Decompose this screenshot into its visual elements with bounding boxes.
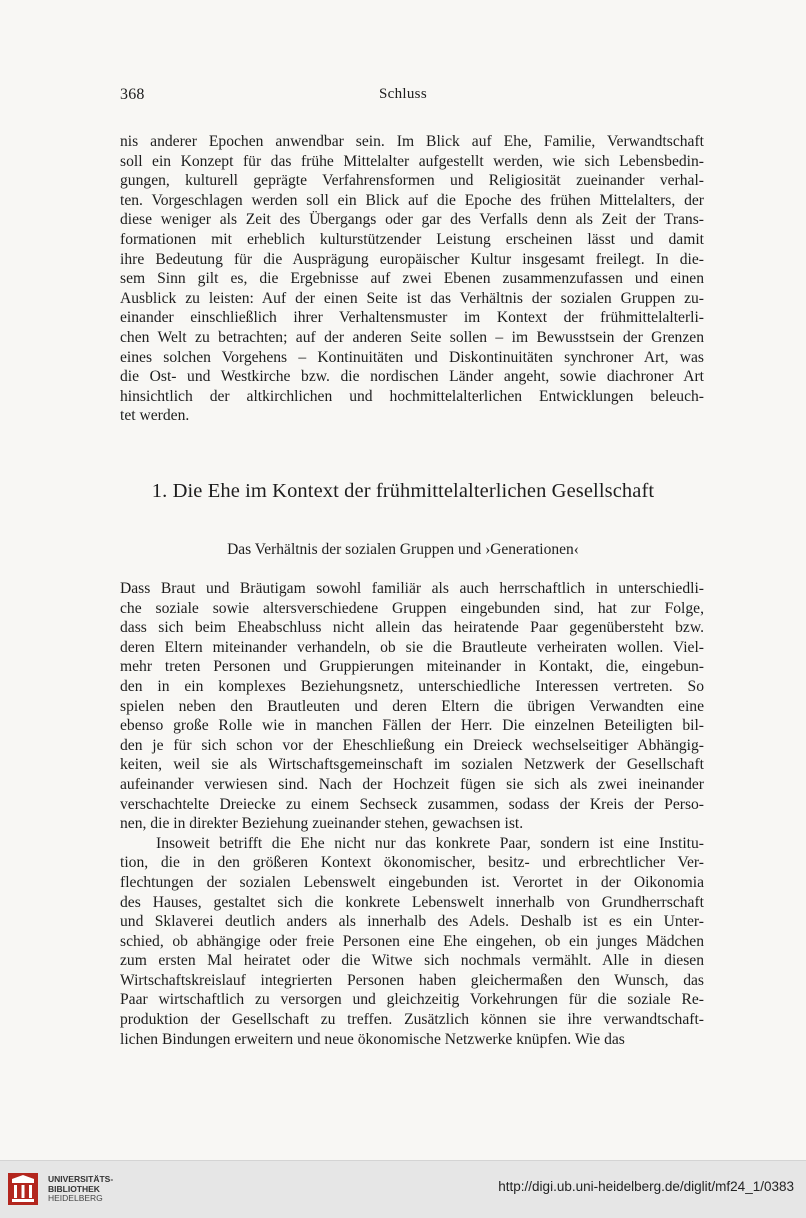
text-line: deren Eltern miteinander verhandeln, ob sie die Brautleute verheiraten wollen. Viel- xyxy=(120,638,704,656)
text-line: dass sich beim Eheabschluss nicht allein das heiratende Paar gegenübersteht bzw. xyxy=(120,619,704,637)
text-line: ebenso große Rolle wie in manchen Fällen der Herr. Die einzelnen Beteiligten bil- xyxy=(120,717,704,735)
text-line: hinsichtlich der altkirchlichen und hochmittelalterlichen Entwicklungen beleuch- xyxy=(120,387,704,405)
text-line: sem Sinn gilt es, die Ergebnisse auf zwei Ebenen zusammenzufassen und einen xyxy=(120,270,704,288)
text-line: formationen mit erheblich kulturstützender Leistung erscheinen lässt und damit xyxy=(120,230,704,248)
text-line: tion, die in den größeren Kontext ökonomischer, besitz- und erbrechtlicher Ver- xyxy=(120,854,704,872)
logo-line-2: BIBLIOTHEK xyxy=(48,1183,100,1194)
text-line: verschachtelte Dreiecke zu einem Sechseck zusammen, sodass der Kreis der Perso- xyxy=(120,795,704,813)
text-line: soll ein Konzept für das frühe Mittelalter aufgestellt werden, wie sich Lebensbedin- xyxy=(120,152,704,170)
text-line: den in ein komplexes Beziehungsnetz, unterschiedliche Interessen vertreten. So xyxy=(120,677,704,695)
text-line: mehr treten Personen und Gruppierungen miteinander in Kontakt, die, eingebun- xyxy=(120,658,704,676)
text-line: aufeinander verwiesen sind. Nach der Hochzeit fügen sie sich als zwei ineinander xyxy=(120,775,704,793)
text-line: lichen Bindungen erweitern und neue ökonomische Netzwerke knüpfen. Wie das xyxy=(120,1030,625,1048)
logo-line-1: UNIVERSITÄTS- xyxy=(48,1174,114,1184)
paragraph-2 xyxy=(120,834,704,1050)
subheading: Das Verhältnis der sozialen Gruppen und ›Generationen‹ xyxy=(227,541,579,558)
text-line: einander einschließlich ihrer Verhaltensmuster im Kontext der frühmittelalterli- xyxy=(120,309,704,327)
text-line: flechtungen der sozialen Lebenswelt eingebunden ist. Verortet in der Oikonomia xyxy=(120,873,704,891)
text-line: Paar wirtschaftlich zu versorgen und gleichzeitig Vorkehrungen für die soziale Re- xyxy=(120,991,704,1009)
text-line: den je für sich schon vor der Eheschließung ein Dreieck wechselseitiger Abhängig- xyxy=(120,736,704,754)
text-line: Insoweit betrifft die Ehe nicht nur das konkrete Paar, sondern ist eine Institu- xyxy=(156,834,704,852)
text-line: Wirtschaftskreislauf integrierten Personen haben gleichermaßen den Wunsch, das xyxy=(120,971,704,989)
library-logo-icon xyxy=(6,1169,42,1209)
text-line: die Ost- und Westkirche bzw. die nordischen Länder angeht, sowie diachroner Art xyxy=(120,368,704,386)
text-line: produktion der Gesellschaft zu treffen. Zusätzlich können sie ihre verwandtschaft- xyxy=(120,1011,704,1029)
text-line: eines solchen Vorgehens – Kontinuitäten und Diskontinuitäten synchroner Art, was xyxy=(120,348,704,366)
paragraph-1 xyxy=(120,579,704,834)
text-line: diese weniger als Zeit des Übergangs oder gar des Verfalls denn als Zeit der Trans- xyxy=(120,211,704,229)
running-title: Schluss xyxy=(379,86,427,102)
library-logo-text xyxy=(48,1175,113,1204)
text-line: gungen, kulturell geprägte Verfahrensformen und Religiosität zueinander verhal- xyxy=(120,172,704,190)
text-line: tet werden. xyxy=(120,407,190,425)
page-number: 368 xyxy=(120,86,145,103)
text-line: nis anderer Epochen anwendbar sein. Im Blick auf Ehe, Familie, Verwandtschaft xyxy=(120,133,704,150)
text-line: nen, die in direkter Beziehung zueinander stehen, gewachsen ist. xyxy=(120,815,524,833)
text-line: Ausblick zu leisten: Auf der einen Seite ist das Verhältnis der sozialen Gruppen zu- xyxy=(120,289,704,307)
text-line: chen Welt zu betrachten; auf der anderen Seite sollen – im Bewusstsein der Grenzen xyxy=(120,328,704,346)
text-line: spielen neben den Brautleuten und deren Eltern die übrigen Verwandten eine xyxy=(120,697,704,715)
text-line: ten. Vorgeschlagen werden soll ein Blick auf die Epoche des frühen Mittelalters, der xyxy=(120,191,704,209)
text-line: und Sklaverei deutlich anders als innerhalb des Adels. Deshalb ist es ein Unter- xyxy=(120,913,704,931)
text-line: schied, ob abhängige oder freie Personen eine Ehe eingehen, ob ein junges Mädchen xyxy=(120,932,704,950)
text-line: ihre Bedeutung für die Ausprägung europäischer Kultur insgesamt freilegt. In die- xyxy=(120,250,704,268)
viewer-footer xyxy=(0,1160,806,1218)
text-line: keiten, weil sie als Wirtschaftsgemeinschaft im sozialen Netzwerk der Gesellschaft xyxy=(120,756,704,774)
permalink-url[interactable]: http://digi.ub.uni-heidelberg.de/diglit/mf24_1/0383 xyxy=(498,1179,794,1194)
body-text xyxy=(120,579,704,1049)
text-line: zum ersten Mal heiratet oder die Witwe sich nochmals vermählt. Alle in diesen xyxy=(120,952,704,970)
text-line: che soziale sowie altersverschiedene Gruppen eingebunden sind, hat zur Folge, xyxy=(120,599,704,617)
library-logo[interactable] xyxy=(6,1169,126,1209)
text-line: des Hauses, gestaltet sich die konkrete Lebenswelt innerhalb von Grundherrschaft xyxy=(120,893,704,911)
intro-paragraph xyxy=(120,132,704,426)
text-line: Dass Braut und Bräutigam sowohl familiär als auch herrschaftlich in unterschiedli- xyxy=(120,580,704,597)
logo-line-3: HEIDELBERG xyxy=(48,1193,103,1203)
section-heading: 1. Die Ehe im Kontext der frühmittelalterlichen Gesellschaft xyxy=(151,480,655,502)
